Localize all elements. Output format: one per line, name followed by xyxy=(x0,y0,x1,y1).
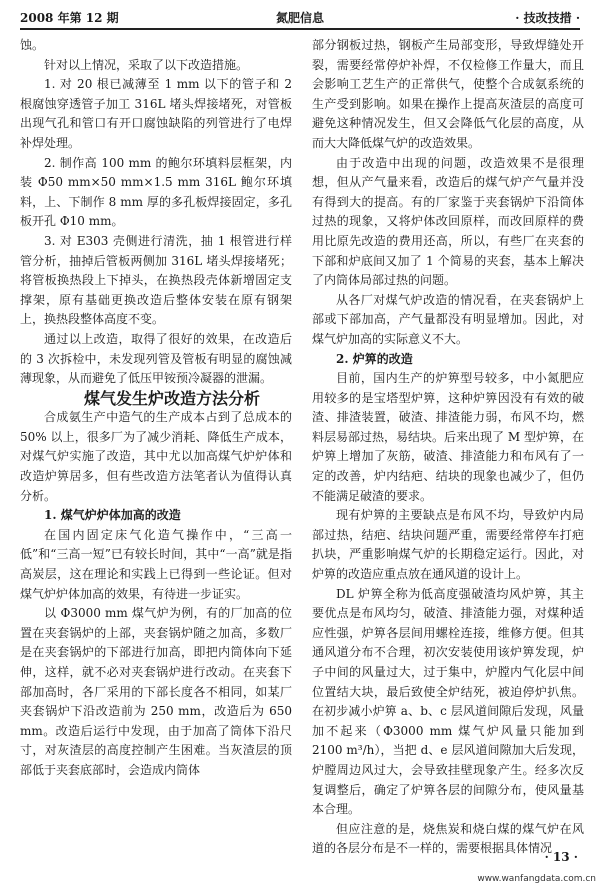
paragraph: 针对以上情况，采取了以下改造措施。 xyxy=(44,57,249,72)
paragraph: 但应注意的是，烧焦炭和烧白煤的煤气炉在风道的各层分布是不一样的，需要根据具体情况 xyxy=(312,821,584,856)
paragraph: 从各厂对煤气炉改造的情况看，在夹套锅炉上部或下部加高，产气量都没有明显增加。因此，对煤气炉加高的实际意义不大。 xyxy=(312,292,584,346)
section-heading: 1. 煤气炉炉体加高的改造 xyxy=(44,508,181,523)
paragraph: 现有炉箅的主要缺点是布风不均，导致炉内局部过热，结疤、结块问题严重，需要经常停车打疤扒块，严重影响煤气炉的长期稳定运行。因此，对炉箅的改造应重点放在通风道的设计上。 xyxy=(312,508,584,582)
paragraph: 3. 对 E303 壳侧进行清洗，抽 1 根管进行样管分析，抽掉后管板两侧加 316L 堵头焊接堵死；将管板换热段上下掉头，在换热段壳体新增固定支撑架，原有基础更换改造后整体安装在原有钢架上，换热段整体高度不变。 xyxy=(20,233,292,327)
paragraph: 合成氨生产中造气的生产成本占到了总成本的 50% 以上，很多厂为了减少消耗、降低生产成本，对煤气炉实施了改造，其中尤以加高煤气炉炉体和改造炉箅居多，但有些改造方法笔者认为值得认真分析。 xyxy=(20,410,292,503)
paragraph: DL 炉箅全称为低高度强破渣均风炉箅，其主要优点是布风均匀，破渣、排渣能力强，对煤种适应性强，炉箅各层间用螺栓连接，维修方便。但其通风道分布不合理，初次安装使用该炉箅发现，炉子中间的风量过大，过于集中，炉膛内气化层中间位置结大块，最后致使全炉结死，被迫停炉扒焦。在初步减小炉箅 a、b、c 层风道间隙后发现，风量加不起来（Φ3000 mm 煤气炉风量只能加到 2100 m³/h），当把 d、e 层风道间隙加大后发现，炉膛周边风过大，会导致挂壁现象产生。经多次反复调整后，确定了炉箅各层的间隙分布，使风量基本合理。 xyxy=(312,586,584,817)
section-label: · 技改技措 · xyxy=(515,11,580,25)
issue-label: 2008 年第 12 期 xyxy=(20,11,119,25)
paragraph: 1. 对 20 根已减薄至 1 mm 以下的管子和 2 根腐蚀穿透管子加工 316L 堵头焊接堵死，对管板出现气孔和管口有开口腐蚀缺陷的列管进行了电焊补焊处理。 xyxy=(20,77,292,150)
paragraph: 部分钢板过热，钢板产生局部变形，导致焊缝处开裂，需要经常停炉补焊，不仅检修工作量大，而且会影响工艺生产的正常供气，使整个合成氨系统的生产受到影响。如果在操作上提高灰渣层的高度可避免这种情况发生，但又会降低气化层的高度，从而大大降低煤气炉的改造效果。 xyxy=(312,38,584,150)
watermark-url: www.wanfangdata.com.cn xyxy=(477,874,596,884)
paragraph: 以 Φ3000 mm 煤气炉为例，有的厂加高的位置在夹套锅炉的上部，夹套锅炉随之加高，多数厂是在夹套锅炉的下部进行加高，即把内筒体向下延伸，这样，就不必对夹套锅炉进行改动。在夹套下部加高时，各厂采用的下部长度各不相同，如某厂夹套锅炉下沿改造前为 250 mm，改造后为 650 mm。改造后运行中发现，由于加高了筒体下沿尺寸，对灰渣层的高度控制产生困难。当灰渣层的顶部低于夹套底部时，会造成内筒体 xyxy=(20,606,292,777)
section-heading: 2. 炉箅的改造 xyxy=(336,351,413,366)
page-header xyxy=(20,4,580,30)
left-column xyxy=(20,36,292,781)
journal-name: 氮肥信息 xyxy=(275,11,324,25)
paragraph: 2. 制作高 100 mm 的鲍尔环填料层框架，内装 Φ50 mm×50 mm×1.5 mm 316L 鲍尔环填料，上、下制作 8 mm 厚的多孔板焊接固定，多孔板开孔 Φ10 mm。 xyxy=(20,155,292,229)
paragraph: 目前，国内生产的炉箅型号较多，中小氮肥应用较多的是宝塔型炉箅，这种炉箅因没有有效的破渣、排渣装置，破渣、排渣能力弱，布风不均，燃料层易部过热，易结块。后来出现了 M 型炉箅，在炉箅上增加了灰筋，破渣、排渣能力和布风有了一定的改善，炉内结疤、结块的现象也减少了，但仍不能满足破渣的要求。 xyxy=(312,371,584,503)
page-number: · 13 · xyxy=(544,850,578,864)
paragraph: 蚀。 xyxy=(20,38,45,52)
right-paragraphs xyxy=(312,36,584,859)
article-title: 煤气发生炉改造方法分析 xyxy=(83,388,260,408)
right-column xyxy=(312,36,584,859)
paragraph: 由于改造中出现的问题，改造效果不是很理想，但从产气量来看，改造后的煤气炉产气量并没有得到大的提高。有的厂家鉴于夹套锅炉下沿筒体过热的现象，又将炉体改回原样，而改回原样的费用比原先改造的费用还高，所以，有些厂在夹套的下部和炉底间又加了 1 个简易的夹套，基本上解决了内筒体局部过热的问题。 xyxy=(312,155,584,288)
paragraph: 通过以上改造，取得了很好的效果，在改造后的 3 次拆检中，未发现列管及管板有明显的腐蚀减薄现象，从而避免了低压甲铵预冷凝器的泄漏。 xyxy=(20,331,292,386)
paragraph: 在国内固定床气化造气操作中，“三高一低”和“三高一短”已有较长时间，其中“一高”就是指高炭层，这在理论和实践上已得到一些论证。但对煤气炉炉体加高的效果，有待进一步证实。 xyxy=(20,527,292,601)
left-top-paragraphs xyxy=(20,36,292,389)
left-bottom-paragraphs xyxy=(20,408,292,780)
